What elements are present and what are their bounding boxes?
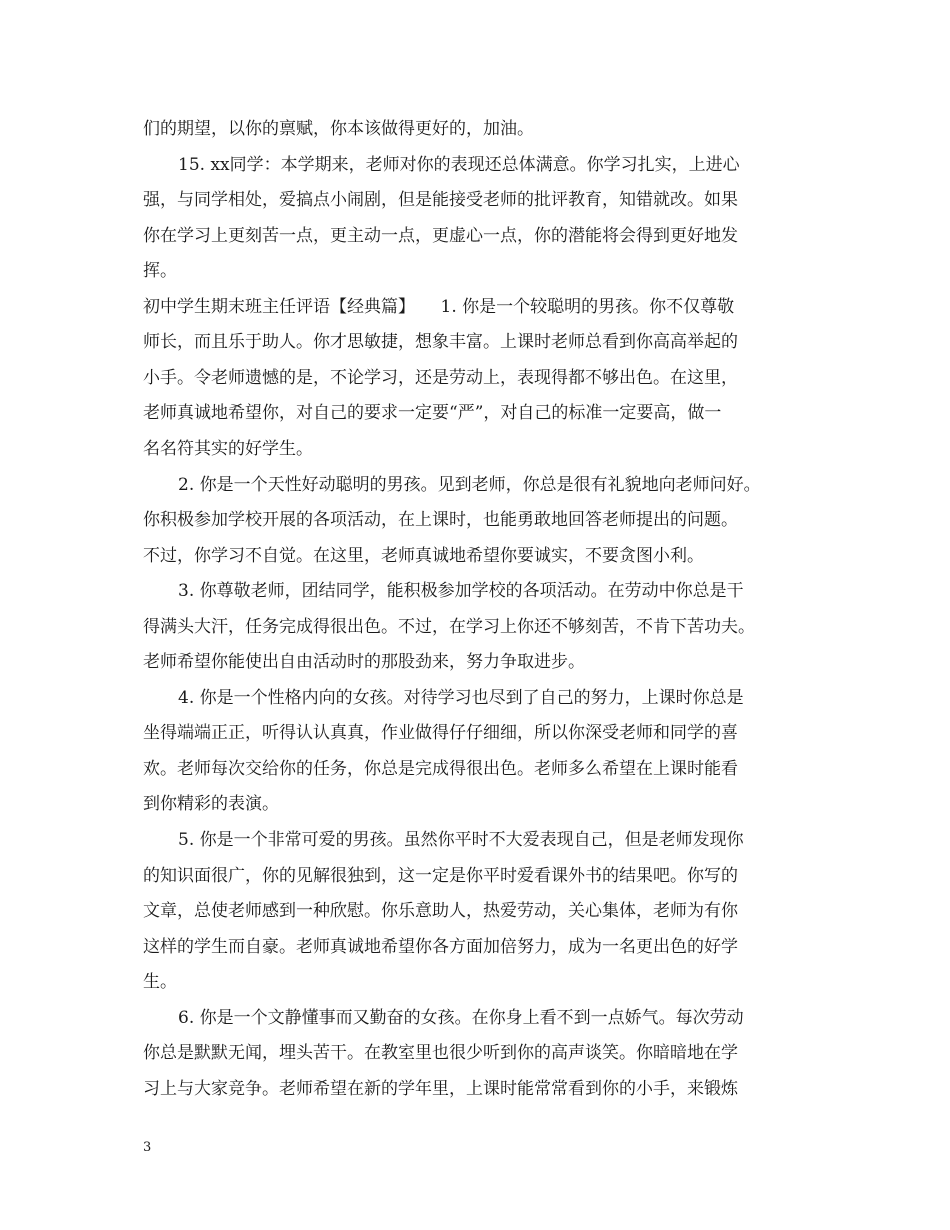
text-line: 生。 — [143, 972, 177, 992]
text-line: 们的期望，以你的禀赋，你本该做得更好的，加油。 — [143, 119, 534, 139]
text-line: 习上与大家竞争。老师希望在新的学年里，上课时能常常看到你的小手，来锻炼 — [143, 1079, 738, 1099]
text-line: 不过，你学习不自觉。在这里，老师真诚地希望你要诚实，不要贪图小利。 — [143, 546, 704, 566]
text-line: 3. 你尊敬老师，团结同学，能积极参加学校的各项活动。在劳动中你总是干 — [178, 581, 744, 601]
text-line: 老师真诚地希望你，对自己的要求一定要“严”，对自己的标准一定要高，做一 — [143, 403, 722, 423]
section-heading-line: 初中学生期末班主任评语【经典篇】 1. 你是一个较聪明的男孩。你不仅尊敬 — [143, 297, 735, 317]
text-line: 挥。 — [143, 261, 177, 281]
text-line: 小手。令老师遗憾的是，不论学习，还是劳动上，表现得都不够出色。在这里， — [143, 368, 738, 388]
text-line: 4. 你是一个性格内向的女孩。对待学习也尽到了自己的努力，上课时你总是 — [178, 688, 744, 708]
text-line: 师长，而且乐于助人。你才思敏捷，想象丰富。上课时老师总看到你高高举起的 — [143, 332, 738, 352]
text-line: 坐得端端正正，听得认认真真，作业做得仔仔细细，所以你深受老师和同学的喜 — [143, 723, 738, 743]
text-line: 欢。老师每次交给你的任务，你总是完成得很出色。老师多么希望在上课时能看 — [143, 759, 738, 779]
text-line: 2. 你是一个天性好动聪明的男孩。见到老师，你总是很有礼貌地向老师问好。 — [178, 475, 761, 495]
text-line: 得满头大汗，任务完成得很出色。不过，在学习上你还不够刻苦，不肯下苦功夫。 — [143, 617, 755, 637]
text-line: 你在学习上更刻苦一点，更主动一点，更虚心一点，你的潜能将会得到更好地发 — [143, 226, 738, 246]
text-line: 文章，总使老师感到一种欣慰。你乐意助人，热爱劳动，关心集体，老师为有你 — [143, 901, 738, 921]
text-line: 名名符其实的好学生。 — [143, 439, 313, 459]
page-number: 3 — [143, 1140, 152, 1155]
text-line: 你积极参加学校开展的各项活动，在上课时，也能勇敢地回答老师提出的问题。 — [143, 510, 738, 530]
text-line: 老师希望你能使出自由活动时的那股劲来，努力争取进步。 — [143, 652, 585, 672]
text-line: 15. xx同学：本学期来，老师对你的表现还总体满意。你学习扎实，上进心 — [178, 155, 740, 175]
text-line: 你总是默默无闻，埋头苦干。在教室里也很少听到你的高声谈笑。你暗暗地在学 — [143, 1043, 738, 1063]
text-line: 强，与同学相处，爱搞点小闹剧，但是能接受老师的批评教育，知错就改。如果 — [143, 190, 738, 210]
text-line: 5. 你是一个非常可爱的男孩。虽然你平时不大爱表现自己，但是老师发现你 — [178, 830, 744, 850]
text-line: 这样的学生而自豪。老师真诚地希望你各方面加倍努力，成为一名更出色的好学 — [143, 937, 738, 957]
text-line: 6. 你是一个文静懂事而又勤奋的女孩。在你身上看不到一点娇气。每次劳动 — [178, 1008, 744, 1028]
text-line: 到你精彩的表演。 — [143, 794, 279, 814]
text-line: 的知识面很广，你的见解很独到，这一定是你平时爱看课外书的结果吧。你写的 — [143, 866, 738, 886]
